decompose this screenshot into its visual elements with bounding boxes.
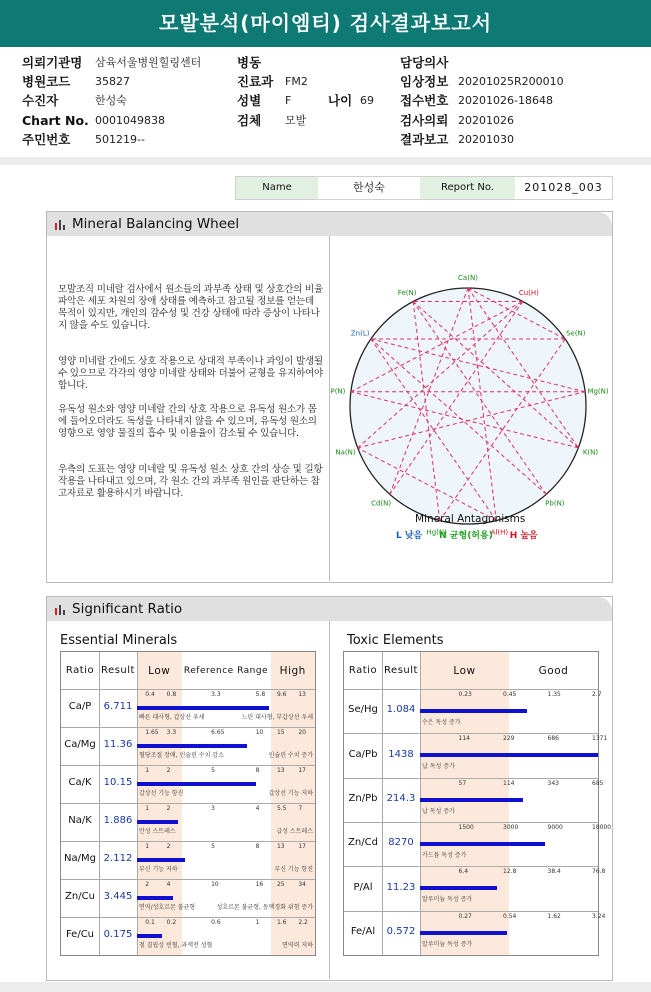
legend-normal: N 균형(허용) [439,531,493,541]
tick-label: 76.8 [592,868,606,876]
wheel-paragraph-4: 우측의 도표는 영양 미네랄 및 유독성 원소 상호 간의 상승 및 길항 작용을 나타내고 있으며, 각 원소 간의 과부족 원인을 판단하는 참고자료로 활용하시기 바랍니다. [58,464,323,499]
wheel-node-label: Cd(N) [371,499,392,508]
tick-label: 0.8 [166,691,177,698]
toxic-heading: Toxic Elements [347,633,444,648]
bar-chart-icon [55,219,67,230]
column-header: Result [101,664,135,676]
high-note: 급성 스트레스 [276,828,313,836]
low-note: 혈당조절 장애, 인슐린 수치 감소 [139,752,224,760]
info-label: 병동 [237,55,262,70]
legend-low: L 낮음 [396,531,423,541]
ratio-result: 214.3 [386,792,416,804]
toxicity-note: 카드뮴 독성 증가 [422,851,467,859]
legend-high: H 높음 [509,531,538,541]
wheel-panel-title: Mineral Balancing Wheel [72,216,240,232]
ratio-divider [329,621,330,979]
toxicity-note: 납 독성 증가 [422,763,455,771]
tick-label: 114 [503,779,515,787]
wheel-node-label: Ca(N) [458,274,478,282]
wheel-legend [396,528,538,541]
tick-label: 13 [298,691,306,698]
ratio-result: 2.112 [103,853,133,864]
ratio-label: Zn/Pb [348,792,378,804]
column-header: Result [384,664,418,676]
ratio-result: 1.886 [103,815,133,826]
ratio-result: 0.572 [386,925,416,937]
tick-label: 20 [298,729,306,736]
row-rule [344,866,598,867]
tick-label: 3.3 [166,729,177,736]
tick-label: 18000 [592,824,612,831]
ratio-result: 11.36 [103,739,133,750]
ratio-result: 6.711 [103,701,133,712]
tick-label: 12.8 [503,868,517,876]
wheel-node-label: K(N) [582,448,599,457]
wheel-node-label: Pb(N) [545,499,565,508]
essential-heading: Essential Minerals [60,633,178,648]
info-value: 501219-- [95,133,145,146]
ratio-bar [420,931,507,935]
info-value: 모발 [285,114,307,127]
tick-label: 2 [166,767,171,774]
wheel-panel-header [47,212,612,236]
ratio-bar [420,798,523,802]
wheel-node-label: Hg(N) [426,528,447,537]
wheel-paragraph-3: 유독성 원소와 영양 미네랄 간의 상호 작용으로 유독성 원소가 몸에 들어오더라도 독성을 나타내지 않을 수 있으며, 유독성 원소의 영향으로 영양 물질의 흡수 및 이용율이 감소될 수 있습니다. [58,404,317,439]
ratio-bar [137,744,247,748]
high-note: 느린 대사형, 부갑상선 우세 [241,714,313,722]
tick-label: 16 [255,881,264,888]
ratio-label: Fe/Cu [65,929,95,940]
row-rule [344,911,598,912]
tick-label: 25 [276,881,285,888]
tick-label: 0.4 [145,691,155,698]
name-value: 한성숙 [353,181,385,194]
row-rule [344,822,598,823]
tick-label: 0.1 [145,919,155,926]
tick-label: 1 [145,767,150,774]
info-label: 결과보고 [400,132,449,147]
ratio-result: 11.23 [386,881,416,893]
tick-label: 114 [458,735,470,743]
ratio-label: Zn/Cd [348,837,378,849]
ratio-label: Ca/K [68,777,92,788]
tick-label: 1500 [458,824,474,831]
tick-label: 686 [547,735,559,743]
row-rule [61,917,315,918]
column-header: High [279,664,306,677]
ratio-label: Ca/Mg [64,739,96,750]
tick-label: 2 [166,843,171,850]
column-header: Good [538,664,569,677]
low-note: 빠른 대사형, 갑상선 우세 [139,714,205,722]
tick-label: 6.4 [458,868,469,876]
ratio-bar [137,934,162,938]
tick-label: 57 [458,779,467,787]
toxicity-note: 수은 독성 증가 [422,718,461,726]
ratio-label: Zn/Cu [65,891,95,902]
tick-label: 1.65 [145,729,159,736]
wheel-node-label: Al(H) [490,528,509,537]
info-value: FM2 [285,75,308,88]
wheel-node-label: Fe(N) [397,288,417,297]
wheel-node-label: P(N) [330,387,346,396]
ratio-bar [420,709,527,713]
ratio-result: 10.15 [103,777,133,788]
low-note: 면역/성호르몬 불균형 [139,904,196,912]
toxic-elements-table [343,651,612,956]
toxicity-note: 알루미늄 독성 증가 [422,896,473,904]
footer-bar [0,982,651,992]
tick-label: 4 [255,805,260,812]
ratio-bar [420,842,545,846]
ratio-bar [420,886,497,890]
tick-label: 0.23 [458,691,472,698]
tick-label: 0.2 [166,919,177,926]
toxicity-note: 납 독성 증가 [422,807,455,815]
tick-label: 13 [276,767,285,774]
info-label: Chart No. [22,113,89,128]
info-label: 검체 [237,113,262,128]
wheel-node-label: Mg(N) [587,387,609,396]
tick-label: 7 [298,805,303,812]
essential-minerals-table [60,651,316,956]
ratio-bar [137,858,185,862]
info-label: 성별 [237,93,262,108]
tick-label: 8 [255,843,260,850]
tick-label: 1 [145,843,150,850]
ratio-label: Na/Mg [64,853,96,864]
tick-label: 3.3 [211,691,221,698]
ratio-result: 0.175 [103,929,133,940]
patient-info [0,54,651,154]
row-rule [61,879,315,880]
info-label: 검사의뢰 [400,113,449,128]
high-note: 부신 기능 항진 [274,866,313,874]
wheel-node-label: Na(N) [335,448,356,457]
info-value: 35827 [95,75,130,88]
tick-label: 1 [145,805,150,812]
ratio-label: Se/Hg [348,704,378,716]
info-value: 0001049838 [95,114,165,127]
row-rule [61,727,315,728]
info-value: F [285,94,292,107]
wheel-circle [350,288,586,524]
high-note: 면역력 저하 [282,942,313,950]
info-value: 20201025R200010 [458,75,564,88]
tick-label: 1.6 [276,919,287,926]
mineral-wheel [330,256,610,546]
tick-label: 2 [166,805,171,812]
ratio-label: Ca/Pb [348,748,378,760]
wheel-paragraph-2: 영양 미네랄 간에도 상호 작용으로 상대적 부족이나 과잉이 발생될 수 있으므로 각각의 영양 미네랄 상태와 더불어 균형을 유지하여야 합니다. [58,356,323,391]
info-label: 임상정보 [400,74,449,89]
tick-label: 9000 [547,824,563,831]
high-note: 성호르몬 불균형, 동맥경화 위험 증가 [216,904,313,912]
info-label: 주민번호 [22,132,71,147]
column-header: Low [148,664,171,677]
ratio-bar [420,753,598,757]
info-label: 진료과 [237,74,274,89]
tick-label: 34 [298,881,306,888]
col-rule [420,652,421,955]
report-no-label: Report No. [420,177,515,199]
wheel-paragraph-1: 모발조직 미네랄 검사에서 원소들의 과부족 상태 및 상호간의 비율 파악은 세포 차원의 장애 상태를 예측하고 참고될 정보를 얻는데 목적이 있지만, 개인의 감수성 및 건강 상태에 따라 증상이 나타나지 않을 수도 있습니다. [58,284,323,331]
tick-label: 9.6 [276,691,287,698]
report-title: 모발분석(마이엠티) 검사결과보고서 [0,0,651,47]
tick-label: 3 [211,805,215,812]
ratio-label: Fe/Al [350,925,376,937]
ratio-result: 1.084 [386,704,416,716]
info-label: 담당의사 [400,55,449,70]
low-note: 갑상선 기능 항진 [139,790,184,798]
tick-label: 229 [503,735,515,743]
column-header: Ratio [348,664,378,676]
info-label: 수진자 [22,93,59,108]
tick-label: 13 [276,843,285,850]
tick-label: 0.27 [458,912,472,920]
column-header: Ratio [65,664,95,676]
tick-label: 6.65 [211,729,225,736]
tick-label: 2.2 [298,919,308,926]
wheel-caption: Mineral Antagonisms [415,513,526,525]
ratio-result: 3.445 [103,891,133,902]
section-divider [0,157,651,165]
info-label: 의뢰기관명 [22,55,83,70]
tick-label: 685 [592,779,604,787]
tick-label: 17 [298,843,306,850]
tick-label: 1.62 [547,912,561,920]
tick-label: 1.35 [547,691,561,698]
ratio-result: 1438 [388,748,414,760]
tick-label: 15 [276,729,285,736]
row-rule [344,778,598,779]
ratio-panel-header [47,597,612,621]
wheel-node-label: Se(N) [566,329,586,338]
tick-label: 5 [211,767,215,774]
tick-label: 38.4 [547,868,561,876]
tick-label: 5 [211,843,215,850]
info-value: 한성숙 [95,94,127,107]
bar-chart-icon [55,604,67,615]
info-label: 병원코드 [22,74,71,89]
info-label: 나이 [328,93,353,108]
tick-label: 0.6 [211,919,221,926]
ratio-panel-title: Significant Ratio [72,601,183,617]
tick-label: 0.45 [503,691,517,698]
ratio-label: P/Al [353,881,373,893]
wheel-node-label: Cu(H) [518,288,539,297]
tick-label: 10 [255,729,264,736]
high-note: 갑상선 기능 저하 [268,790,313,798]
tick-label: 17 [298,767,306,774]
tick-label: 5.5 [276,805,287,812]
info-label: 접수번호 [400,93,449,108]
name-label: Name [236,177,318,199]
tick-label: 5.8 [255,691,266,698]
high-note: 인슐린 수치 증가 [268,752,313,760]
tick-label: 2 [145,881,150,888]
report-no-value: 201028_003 [524,181,603,194]
tick-label: 343 [547,779,559,787]
column-header: Reference Range [183,665,269,676]
row-rule [61,765,315,766]
info-value: 삼육서울병원힐링센터 [95,56,202,69]
tick-label: 10 [211,881,219,888]
row-rule [61,803,315,804]
ratio-bar [137,706,269,710]
ratio-label: Na/K [68,815,92,826]
ratio-bar [137,782,256,786]
column-header: Low [453,664,476,677]
name-strip [235,176,613,200]
tick-label: 1 [255,919,260,926]
tick-label: 4 [166,881,171,888]
ratio-bar [137,820,178,824]
info-value: 20201030 [458,133,514,146]
tick-label: 8 [255,767,260,774]
tick-label: 3.24 [592,912,606,920]
row-rule [61,841,315,842]
info-value: 69 [360,94,374,107]
ratio-label: Ca/P [68,701,92,712]
toxicity-note: 알루미늄 독성 증가 [422,940,473,948]
info-value: 20201026-18648 [458,94,553,107]
low-note: 만성 스트레스 [139,828,176,836]
tick-label: 0.54 [503,912,517,920]
ratio-bar [137,896,173,900]
ratio-result: 8270 [388,837,414,849]
tick-label: 1371 [592,735,608,743]
tick-label: 3000 [503,824,519,831]
row-rule [344,733,598,734]
wheel-node-label: Zn(L) [350,329,370,338]
low-note: 철 결핍성 빈혈, 과색전 성혈 [139,942,213,950]
info-value: 20201026 [458,114,514,127]
low-note: 부신 기능 저하 [139,866,178,874]
tick-label: 2.7 [592,691,602,698]
